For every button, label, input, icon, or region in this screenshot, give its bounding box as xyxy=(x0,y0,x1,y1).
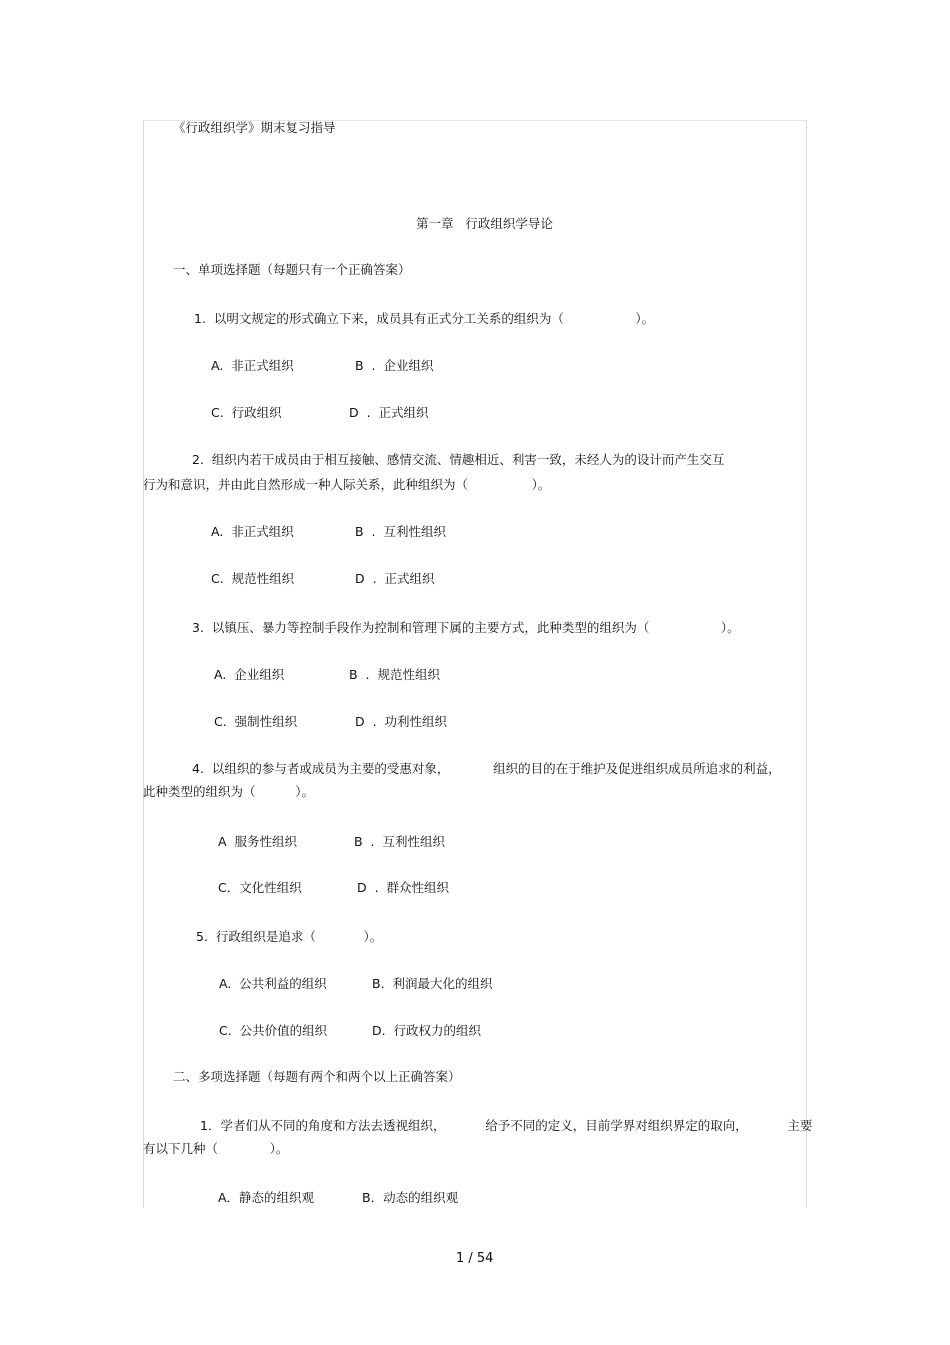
question-1-stem: 1. 以明文规定的形式确立下来，成员具有正式分工关系的组织为（ ）。 xyxy=(194,311,655,326)
section-heading-single-choice: 一、单项选择题（每题只有一个正确答案） xyxy=(173,262,411,277)
question-2-option-c[interactable]: C. 规范性组织 xyxy=(211,571,295,586)
question-3-option-d[interactable]: D . 功利性组织 xyxy=(355,714,447,729)
multi-question-1-stem-line-1: 1．学者们从不同的角度和方法去透视组织， 给予不同的定义，目前学界对组织界定的取向， 主要 xyxy=(200,1118,813,1133)
question-4-stem-line-2: 此种类型的组织为（ ）。 xyxy=(143,784,314,799)
question-4-stem-line-1: 4. 以组织的参与者或成员为主要的受惠对象， 组织的目的在于维护及促进组织成员所追求的利益， xyxy=(192,761,781,776)
question-4-option-c[interactable]: C．文化性组织 xyxy=(218,880,302,895)
question-5-option-a[interactable]: A. 公共利益的组织 xyxy=(219,976,327,991)
question-4-option-a[interactable]: A 服务性组织 xyxy=(218,834,297,849)
page-number: 1 / 54 xyxy=(456,1251,494,1266)
question-2-stem-line-1: 2. 组织内若干成员由于相互接触、感情交流、情趣相近、利害一致，未经人为的设计而产生交互 xyxy=(192,452,725,467)
question-2-option-d[interactable]: D . 正式组织 xyxy=(355,571,435,586)
question-5-option-c[interactable]: C. 公共价值的组织 xyxy=(219,1023,328,1038)
section-heading-multiple-choice: 二、多项选择题（每题有两个和两个以上正确答案） xyxy=(173,1069,461,1084)
question-4-option-d[interactable]: D . 群众性组织 xyxy=(357,880,449,895)
question-3-stem: 3. 以镇压、暴力等控制手段作为控制和管理下属的主要方式，此种类型的组织为（ ）。 xyxy=(192,620,740,635)
question-3-option-b[interactable]: B . 规范性组织 xyxy=(349,667,440,682)
question-1-option-c[interactable]: C. 行政组织 xyxy=(211,405,282,420)
question-3-option-a[interactable]: A. 企业组织 xyxy=(214,667,285,682)
question-5-stem: 5. 行政组织是追求（ ）。 xyxy=(196,929,383,944)
multi-question-1-option-b[interactable]: B．动态的组织观 xyxy=(362,1190,459,1205)
question-2-option-b[interactable]: B . 互利性组织 xyxy=(355,524,446,539)
question-1-option-a[interactable]: A. 非正式组织 xyxy=(211,358,294,373)
page-frame xyxy=(143,120,807,1208)
question-3-option-c[interactable]: C. 强制性组织 xyxy=(214,714,298,729)
question-2-option-a[interactable]: A. 非正式组织 xyxy=(211,524,294,539)
question-1-option-d[interactable]: D . 正式组织 xyxy=(349,405,429,420)
multi-question-1-option-a[interactable]: A．静态的组织观 xyxy=(218,1190,315,1205)
question-1-option-b[interactable]: B . 企业组织 xyxy=(355,358,434,373)
document-title: 《行政组织学》期末复习指导 xyxy=(173,120,336,135)
multi-question-1-stem-line-2: 有以下几种（ ）。 xyxy=(143,1141,289,1156)
question-5-option-b[interactable]: B. 利润最大化的组织 xyxy=(372,976,493,991)
question-5-option-d[interactable]: D. 行政权力的组织 xyxy=(372,1023,482,1038)
question-2-stem-line-2: 行为和意识，并由此自然形成一种人际关系，此种组织为（ ）。 xyxy=(143,477,551,492)
question-4-option-b[interactable]: B . 互利性组织 xyxy=(354,834,445,849)
chapter-title: 第一章 行政组织学导论 xyxy=(416,216,553,231)
